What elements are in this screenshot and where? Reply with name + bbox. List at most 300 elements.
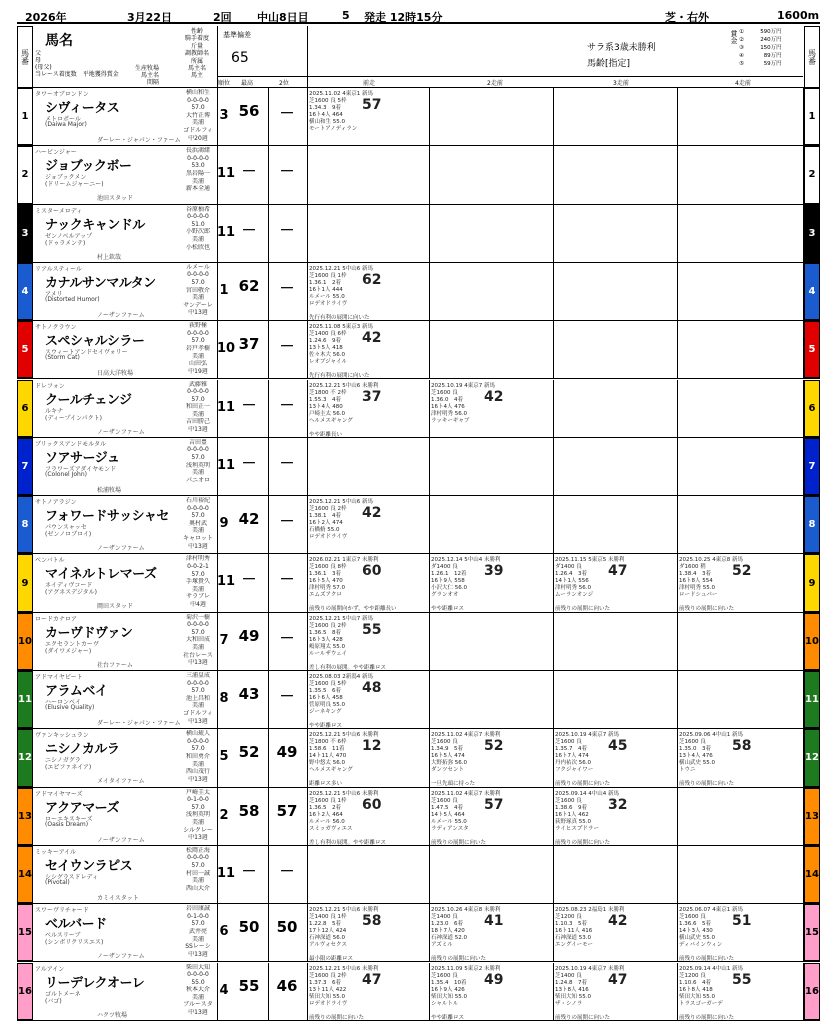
rank: 2 bbox=[219, 807, 229, 823]
past-race-comment: 前残りの展開に向いた bbox=[431, 956, 487, 963]
past-race-head: 2025.12.21 5中山6 未勝利 bbox=[309, 965, 379, 972]
past-race-head: 2025.10.19 4東京7 新馬 bbox=[431, 382, 495, 389]
horse-row bbox=[17, 729, 820, 787]
past-race-index: 60 bbox=[362, 796, 382, 813]
post-number-left: 6 bbox=[17, 380, 33, 437]
past-race-3: 2025.10.19 4東京7 未勝利 47 芝1400 良 1.24.8 7着 13ト8人 416 柴田大知 55.0 ザ・シノラ 前残りの展開に向いた bbox=[555, 965, 628, 1021]
past-race-4 bbox=[677, 380, 803, 437]
best-index: 49 bbox=[238, 626, 260, 645]
dam-sire: (Daiwa Major) bbox=[45, 121, 87, 128]
second-index: － bbox=[279, 861, 295, 880]
second-index: － bbox=[279, 104, 295, 122]
past-race-1: 2025.12.21 5中山6 未勝利 12 芝1800 不 6枠 1.58.6 11着 14ト11人 470 野中悠太 56.0 ヘルメスギャング 距離ロス多い bbox=[309, 732, 382, 788]
breeder-farm: 松浦牧場 bbox=[97, 486, 122, 494]
past-race-index: 48 bbox=[362, 680, 382, 696]
jockey-trainer-info: 谷原柚希 0-0-0-0 51.0 小野次郎 美浦 小松欣也 bbox=[185, 205, 210, 251]
horse-row bbox=[17, 554, 820, 612]
past-race-head: 2026.02.21 1東京7 未勝利 bbox=[309, 557, 379, 564]
dam-sire: (ドゥラメンテ) bbox=[45, 239, 86, 247]
second-index: － bbox=[279, 453, 295, 472]
past-race-index: 52 bbox=[484, 738, 504, 755]
horse-name: ニシノカルラ bbox=[45, 742, 120, 758]
past-race-index: 55 bbox=[362, 621, 382, 638]
breeder-farm: ノーザンファーム bbox=[97, 311, 145, 319]
jockey-trainer-info: 三浦皇成 0-0-0-0 57.0 池上昌和 美浦 ゴドルフィ 中13週 bbox=[183, 672, 213, 725]
best-index: 55 bbox=[238, 976, 260, 995]
post-time: 発走 12時15分 bbox=[364, 11, 443, 24]
breeder-farm: メイタイファーム bbox=[97, 778, 145, 786]
dam: アメリ bbox=[45, 290, 63, 298]
past-race-head: 2025.08.03 2新潟4 新馬 bbox=[309, 674, 373, 680]
breeder-farm: 池田スタッド bbox=[97, 195, 134, 203]
post-number-right: 8 bbox=[804, 496, 820, 553]
past-race-head: 2025.12.21 5中山6 未勝利 bbox=[309, 907, 379, 914]
past-race-head: 2025.06.07 4東京1 新馬 bbox=[679, 907, 743, 914]
dam: ゼンノベルアップ bbox=[45, 232, 93, 240]
rank: 11 bbox=[217, 457, 236, 473]
past-race-index: 57 bbox=[362, 97, 382, 113]
rank: 5 bbox=[219, 749, 229, 765]
jockey-trainer-info: 戸崎圭太 0-1-0-0 57.0 浅利英明 美浦 シルクレー 中13週 bbox=[183, 788, 213, 842]
past-race-comment: 前残りの展開に向いた bbox=[679, 1014, 735, 1021]
best-index: － bbox=[241, 453, 257, 472]
past-race-4 bbox=[677, 321, 803, 378]
past-race-index: 32 bbox=[608, 796, 628, 813]
dam: ハーロンベイ bbox=[45, 699, 82, 706]
post-number-right: 6 bbox=[804, 380, 820, 437]
post-number-right: 4 bbox=[804, 263, 820, 320]
horse-row bbox=[17, 496, 820, 554]
breeder-farm: ダーレー・ジャパン・ファーム bbox=[97, 137, 181, 144]
horse-name: シヴィータス bbox=[45, 101, 120, 116]
past-race-comment: 前残りの展開に向いた bbox=[555, 781, 611, 788]
sire: ミスターメロディ bbox=[35, 207, 83, 215]
race-header bbox=[17, 8, 820, 24]
past-race-head: 2025.10.19 4東京7 未勝利 bbox=[555, 965, 625, 972]
post-number-right: 11 bbox=[804, 671, 820, 728]
past-race-index: 62 bbox=[362, 271, 382, 288]
dam: ジョブックメン bbox=[45, 174, 87, 182]
post-number-left: 4 bbox=[17, 263, 33, 320]
second-index: － bbox=[279, 220, 295, 239]
horse-name: カーヴドヴァン bbox=[45, 625, 133, 641]
jockey-trainer-info: 菊沢一樹 0-0-0-0 57.0 大和田成 美浦 社台レース 中13週 bbox=[183, 613, 213, 667]
past-race-2: 2025.10.19 4東京7 新馬 42 芝1600 良 1.36.0 4着 16ト4人 476 津村明秀 56.0 ラッキーギャブ bbox=[431, 382, 504, 424]
jockey-trainer-info: 吉田豊 0-0-0-0 57.0 浅利英明 美浦 パニオロ bbox=[185, 438, 210, 484]
round: 2回 bbox=[213, 11, 232, 24]
dam: ローエキスキーズ bbox=[45, 815, 93, 823]
past-race-1: 2026.02.21 1東京7 未勝利 60 芝1600 良 8枠 1.36.1 3着 16ト5人 470 津村明秀 57.0 エムズアクロ 前残りの展開向かず。やや距離長い bbox=[309, 557, 397, 613]
past-race-comment: 前残りの展開に向いた bbox=[679, 781, 735, 788]
sire: サトノアラジン bbox=[35, 499, 77, 507]
past-race-1: 2025.12.21 5中山6 未勝利 47 芝1600 良 2枠 1.37.3 6着 13ト11人 422 柴田大知 55.0 ロデオドライヴ 前残りの展開に向いた bbox=[309, 965, 382, 1021]
past-race-1 bbox=[307, 438, 429, 495]
past-race-3 bbox=[553, 846, 677, 903]
past-race-2 bbox=[429, 671, 553, 728]
past-race-index: 42 bbox=[484, 388, 504, 405]
past-race-comment: やや距離ロス bbox=[431, 606, 465, 613]
past-race-index: 51 bbox=[732, 913, 752, 930]
past-race-comment: やや距離ロス bbox=[309, 723, 343, 729]
past-race-comment: 前残りの展開に向いた bbox=[555, 606, 611, 613]
dam: ニシノガグラ bbox=[45, 757, 81, 765]
past-race-index: 39 bbox=[484, 563, 504, 580]
breeder-farm: ノーザンファーム bbox=[97, 545, 145, 553]
sire: スワーヴリチャード bbox=[35, 907, 89, 915]
horse-name: ソアサージュ bbox=[45, 450, 120, 466]
past-race-head: 2025.12.14 5中山4 未勝利 bbox=[431, 557, 501, 564]
past-race-3 bbox=[553, 263, 677, 320]
jockey-trainer-info: 津村明秀 0-0-2-1 57.0 手塚貴久 美浦 サラブレ 中4週 bbox=[185, 555, 210, 608]
best-index: 42 bbox=[238, 510, 260, 529]
jockey-trainer-info: 柴田大知 0-0-0-0 55.0 秋本大介 美浦 ブルースタ 中13週 bbox=[183, 963, 213, 1017]
post-number-left: 13 bbox=[17, 788, 33, 845]
rank: 11 bbox=[217, 865, 236, 881]
breeder-farm: ハクツ牧場 bbox=[97, 1011, 128, 1019]
past-label-1: 前走 bbox=[363, 80, 376, 87]
past-race-head: 2025.11.02 4東京7 未勝利 bbox=[431, 790, 501, 797]
past-race-2: 2025.11.02 4東京7 未勝利 52 芝1600 良 1.34.9 5着 16ト5人 474 大野拓弥 56.0 ダンツセント 一旦先頭に持った bbox=[431, 732, 504, 788]
post-number-right: 12 bbox=[804, 729, 820, 786]
column-header bbox=[17, 26, 820, 88]
past-race-index: 41 bbox=[484, 913, 504, 930]
second-index: － bbox=[279, 570, 295, 589]
past-race-comment: 前残りの展開に向いた bbox=[679, 956, 735, 963]
past-race-4 bbox=[677, 496, 803, 553]
post-number-right: 14 bbox=[804, 846, 820, 903]
past-race-index: 47 bbox=[362, 971, 382, 988]
dam-sire: (Storm Cat) bbox=[45, 354, 80, 362]
past-race-head: 2025.09.14 4中山1 新馬 bbox=[679, 965, 743, 972]
sire: ベンバトル bbox=[35, 557, 65, 565]
past-race-comment: 前残りの展開に向いた bbox=[555, 839, 611, 846]
past-race-comment: 差し有利の展開。やや距離ロス bbox=[309, 839, 387, 846]
rank: 9 bbox=[219, 516, 229, 532]
best-index: － bbox=[241, 570, 257, 589]
dam-sire: (ディープインパクト) bbox=[45, 414, 102, 422]
surface: 芝・右外 bbox=[665, 11, 709, 24]
second-label: 2位 bbox=[279, 80, 289, 87]
dam-sire: (バゴ) bbox=[45, 997, 62, 1005]
post-number-left: 12 bbox=[17, 729, 33, 786]
horse-row bbox=[17, 963, 820, 1021]
umaban-header-right: 馬番 bbox=[804, 26, 820, 88]
race-number: 5 bbox=[342, 9, 350, 22]
post-number-right: 1 bbox=[804, 88, 820, 145]
past-race-2 bbox=[429, 146, 553, 203]
past-race-3: 2025.08.23 2福島1 未勝利 42 芝1200 良 1.10.3 5着 16ト11人 416 石神深道 53.0 エングイーモー bbox=[555, 907, 628, 949]
breeder-farm: ノーザンファーム bbox=[97, 953, 145, 961]
horse-name: スペシャルシラー bbox=[45, 334, 145, 350]
jockey-trainer-info: 横山琉人 0-0-0-0 57.0 和田勇介 美浦 西山茂行 中13週 bbox=[185, 730, 210, 783]
rank: 11 bbox=[217, 574, 236, 590]
past-race-4 bbox=[677, 205, 803, 262]
rank: 7 bbox=[219, 632, 229, 648]
jockey-trainer-info: 荻野極 0-0-0-0 57.0 岩戸孝樹 美浦 山田弘 中19週 bbox=[185, 322, 210, 375]
post-number-left: 8 bbox=[17, 496, 33, 553]
post-number-left: 16 bbox=[17, 963, 33, 1020]
past-race-index: 42 bbox=[362, 330, 382, 347]
rank: 10 bbox=[217, 341, 236, 357]
past-race-index: 49 bbox=[484, 971, 504, 988]
order-label: 順位 bbox=[218, 80, 231, 87]
breeder-farm: ダーレー・ジャパン・ファーム bbox=[97, 720, 181, 727]
horse-row bbox=[17, 263, 820, 321]
horse-name: ベルバード bbox=[45, 917, 107, 933]
second-index: 57 bbox=[276, 801, 298, 820]
second-index: 49 bbox=[276, 743, 298, 762]
past-race-comment: 前残りの展開に向いた bbox=[555, 1014, 611, 1021]
past-race-4 bbox=[677, 263, 803, 320]
past-race-3 bbox=[553, 438, 677, 495]
past-race-3 bbox=[553, 613, 677, 670]
best-index: 62 bbox=[238, 276, 260, 295]
rank: 11 bbox=[217, 399, 236, 415]
past-race-3: 2025.11.15 5東京5 未勝利 47 ダ1400 良 1.26.4 3着 14ト1人 556 津村明秀 56.0 ムーランオンジ 前残りの展開に向いた bbox=[555, 557, 628, 613]
past-race-1: 2025.08.03 2新潟4 新馬 48 芝1600 良 5枠 1.35.5 6着 16ト6人 458 菅原明良 55.0 ジーネキング やや距離ロス bbox=[309, 674, 382, 729]
best-index: － bbox=[241, 162, 257, 181]
dam: ネイディヴコード bbox=[45, 582, 93, 590]
past-race-comment: 最小限の距離ロス bbox=[309, 956, 354, 963]
breeder-farm: 日高大洋牧場 bbox=[97, 370, 134, 378]
past-race-head: 2025.12.21 5中山6 未勝利 bbox=[309, 790, 379, 797]
sire: ロードカナロア bbox=[35, 615, 77, 623]
post-number-right: 2 bbox=[804, 146, 820, 203]
dam: ゴルトメーネ bbox=[45, 990, 81, 998]
mid-labels-2: 生産牧場 馬主名 間隔 bbox=[135, 65, 160, 86]
second-index: － bbox=[279, 337, 295, 356]
post-number-left: 15 bbox=[17, 904, 33, 961]
race-sheet bbox=[17, 8, 820, 1020]
best-index: － bbox=[241, 861, 257, 880]
name-label: 馬名 bbox=[45, 33, 73, 49]
horse-row bbox=[17, 671, 820, 729]
past-race-index: 37 bbox=[362, 388, 382, 405]
past-race-1: 2025.11.08 5東京3 新馬 42 芝1400 良 6枠 1.24.6 9着 13ト5人 418 佐々木大 56.0 レオブジャイル 先行有利の展開に向いた bbox=[309, 324, 382, 380]
past-race-index: 58 bbox=[732, 738, 752, 755]
past-race-1: 2025.11.02 4東京1 新馬 57 芝1600 良 5枠 1.34.3 9着 16ト4人 464 横山和生 55.0 モートアノディラン bbox=[309, 91, 382, 132]
race-condition: 馬齢[指定] bbox=[587, 59, 631, 69]
dam-sire: (ダイワメジャー) bbox=[45, 647, 92, 655]
jockey-trainer-info: ルメール 0-0-0-0 57.0 宮田敬介 美浦 サンデーレ 中13週 bbox=[183, 263, 213, 317]
horse-row bbox=[17, 380, 820, 438]
past-race-index: 55 bbox=[732, 971, 752, 988]
horse-name: アラムベイ bbox=[45, 684, 108, 699]
past-race-4: 2025.10.25 4東京8 新馬 52 ダ1600 稍 1.38.4 3着 16ト8人 554 津村明秀 55.0 ロードシュパー 前残りの展開に向いた bbox=[679, 557, 752, 613]
post-number-right: 13 bbox=[804, 788, 820, 845]
post-number-left: 7 bbox=[17, 438, 33, 495]
post-number-right: 10 bbox=[804, 613, 820, 670]
past-race-4: 2025.09.14 4中山1 新馬 55 芝1200 良 1.10.6 4着 16ト8人 418 柴田大知 55.0 トラスゴーガーデ 前残りの展開に向いた bbox=[679, 965, 752, 1021]
past-race-1: 2025.12.21 5中山6 新馬 42 芝1600 良 2枠 1.38.1 4着 16ト2人 474 石橋脩 55.0 ロデオドライヴ bbox=[309, 499, 382, 541]
past-race-head: 2025.12.21 5中山6 新馬 bbox=[309, 499, 373, 506]
dam: ベルスリーブ bbox=[45, 932, 81, 940]
past-race-2: 2025.11.02 4東京7 未勝利 57 芝1600 良 1.47.5 4着 14ト5人 464 ルメール 55.0 ラディアンスタ 前残りの展開に向いた bbox=[431, 790, 504, 846]
dam: メトロポール bbox=[45, 116, 81, 123]
past-race-2 bbox=[429, 263, 553, 320]
horse-name: セイウンラピス bbox=[45, 858, 133, 874]
past-race-head: 2025.12.21 5中山7 新馬 bbox=[309, 615, 373, 622]
past-race-2 bbox=[429, 321, 553, 378]
past-race-2 bbox=[429, 88, 553, 145]
past-race-index: 42 bbox=[362, 505, 382, 522]
umaban-header-left: 馬番 bbox=[17, 26, 33, 88]
horse-row bbox=[17, 438, 820, 496]
past-race-comment: 前残りの展開に向いた bbox=[309, 1014, 365, 1021]
sire: ヴァンキッシュラン bbox=[35, 732, 89, 740]
post-number-right: 15 bbox=[804, 904, 820, 961]
sire: リアルスティール bbox=[35, 265, 82, 273]
dam-sire: (Elusive Quality) bbox=[45, 704, 95, 711]
past-race-3 bbox=[553, 321, 677, 378]
past-race-comment: 前残りの展開に向いた bbox=[431, 839, 487, 846]
jockey-trainer-info: 岩田康誠 0-1-0-0 57.0 武井亮 美浦 SSレーシ 中13週 bbox=[185, 905, 211, 958]
rank: 6 bbox=[219, 924, 229, 940]
past-race-2: 2025.11.09 5東京2 未勝利 49 芝1600 良 1.35.4 10着 16ト9人 426 柴田大知 55.0 シャルトル やや距離ロス bbox=[431, 965, 504, 1021]
jockey-trainer-info: 横山和生 0-0-0-0 57.0 大竹正博 美浦 ゴドルフィ 中20週 bbox=[183, 89, 213, 142]
past-race-4: 2025.09.06 4中山1 新馬 58 芝1600 良 1.35.0 3着 13ト4人 476 横山武史 55.0 トウニ 前残りの展開に向いた bbox=[679, 732, 752, 788]
sire: タワーオブロンドン bbox=[35, 91, 89, 98]
past-race-index: 47 bbox=[608, 563, 628, 580]
past-race-index: 42 bbox=[608, 913, 628, 930]
past-race-head: 2025.12.21 5中山6 未勝利 bbox=[309, 382, 379, 389]
past-race-comment: 一旦先頭に持った bbox=[431, 781, 476, 788]
post-number-right: 3 bbox=[804, 205, 820, 262]
jockey-trainer-info: 武藤雅 0-0-0-0 57.0 和田正一 美浦 吉田勝己 中13週 bbox=[185, 380, 210, 434]
past-race-4: 2025.06.07 4東京1 新馬 51 芝1600 良 1.36.6 5着 14ト3人 430 横山武史 55.0 ディバインウィン 前残りの展開に向いた bbox=[679, 907, 752, 963]
past-race-1 bbox=[307, 146, 429, 203]
best-index: 52 bbox=[238, 743, 260, 762]
past-race-index: 45 bbox=[608, 738, 628, 755]
past-race-1: 2025.12.21 5中山7 新馬 55 芝1600 良 2枠 1.36.5 8着 16ト3人 428 嶋原翔太 55.0 ルールザウェイ 差し有利の展開。やや距離ロス bbox=[309, 615, 387, 671]
sire: アルアイン bbox=[35, 965, 65, 973]
date: 3月22日 bbox=[127, 11, 172, 24]
best-index: 56 bbox=[238, 102, 260, 120]
horse-row bbox=[17, 88, 820, 146]
best-index: － bbox=[241, 220, 257, 239]
year: 2026年 bbox=[25, 11, 67, 24]
post-number-left: 10 bbox=[17, 613, 33, 670]
best-index: － bbox=[241, 395, 257, 414]
dam: シシグラスドレディ bbox=[45, 873, 99, 881]
past-race-head: 2025.09.06 4中山1 新馬 bbox=[679, 732, 743, 739]
past-race-2 bbox=[429, 438, 553, 495]
past-race-2 bbox=[429, 496, 553, 553]
past-race-1 bbox=[307, 205, 429, 262]
past-race-4 bbox=[677, 671, 803, 728]
prize-list: ① 590万円 ② 240万円 ③ 150万円 ④ 89万円 ⑤ 59万円 bbox=[739, 29, 782, 67]
post-number-left: 5 bbox=[17, 321, 33, 378]
rank: 11 bbox=[217, 224, 236, 240]
horse-row bbox=[17, 613, 820, 671]
post-number-left: 2 bbox=[17, 146, 33, 203]
best-index: 58 bbox=[238, 801, 260, 820]
horse-name: アクアマーズ bbox=[45, 800, 119, 816]
second-index: － bbox=[279, 162, 295, 181]
post-number-left: 11 bbox=[17, 671, 33, 728]
best-index: 43 bbox=[238, 685, 260, 703]
sire: ドレフォン bbox=[35, 382, 65, 390]
breeder-farm: 村上欽哉 bbox=[97, 253, 122, 261]
sire: ミッキーアイル bbox=[35, 848, 77, 856]
dam-sire: (Distorted Humor) bbox=[45, 295, 100, 303]
past-race-3: 2025.09.14 4中山4 新馬 32 芝1600 良 1.38.6 9着 16ト1人 462 荻野琢真 55.0 ライヒスプドラー 前残りの展開に向いた bbox=[555, 790, 628, 846]
past-race-4 bbox=[677, 846, 803, 903]
past-race-1: 2025.12.21 5中山6 未勝利 37 芝1800 不 2枠 1.55.3 4着 13ト4人 480 戸崎圭太 56.0 ヘルメスギャング やや距離長い bbox=[309, 382, 382, 438]
past-race-comment: 前残りの展開向かず。やや距離長い bbox=[309, 606, 397, 613]
second-index: 50 bbox=[276, 918, 298, 937]
horse-row bbox=[17, 904, 820, 962]
past-label-2: 2走前 bbox=[487, 80, 503, 87]
past-race-4 bbox=[677, 788, 803, 845]
past-race-head: 2025.11.02 4東京7 未勝利 bbox=[431, 732, 501, 739]
past-race-index: 47 bbox=[608, 971, 628, 988]
past-race-4 bbox=[677, 613, 803, 670]
sire: ハービンジャー bbox=[35, 149, 77, 157]
past-race-head: 2025.11.15 5東京5 未勝利 bbox=[555, 557, 625, 564]
breeder-farm: ノーザンファーム bbox=[97, 836, 145, 844]
past-race-comment: 先行有利の展開に向いた bbox=[309, 373, 370, 380]
past-race-head: 2025.11.09 5東京2 未勝利 bbox=[431, 965, 501, 972]
past-race-head: 2025.10.19 4東京7 新馬 bbox=[555, 732, 619, 739]
past-label-4: 4走前 bbox=[735, 80, 751, 87]
past-race-1: 2025.12.21 5中山6 未勝利 60 芝1600 良 1枠 1.36.5 2着 16ト2人 464 ルメール 56.0 スミッガヴィエス 差し有利の展開。やや距離ロス bbox=[309, 790, 387, 846]
best-index: 37 bbox=[238, 335, 260, 354]
post-number-right: 16 bbox=[804, 963, 820, 1020]
breeder-farm: カミイスタット bbox=[97, 894, 139, 902]
horse-name: ナックキャンドル bbox=[45, 217, 145, 233]
horse-row bbox=[17, 146, 820, 204]
past-race-3 bbox=[553, 671, 677, 728]
dam-sire: (エピファネイア) bbox=[45, 764, 92, 772]
post-number-right: 7 bbox=[804, 438, 820, 495]
past-race-comment: やや距離ロス bbox=[431, 1014, 465, 1021]
past-race-2: 2025.12.14 5中山4 未勝利 39 ダ1400 良 1.26.1 12着 16ト9人 558 小沢大仁 56.0 グランオオ やや距離ロス bbox=[431, 557, 504, 613]
horse-name: クールチェンジ bbox=[45, 392, 132, 408]
dam-sire: (Oasis Dream) bbox=[45, 820, 89, 828]
second-index: 46 bbox=[276, 976, 298, 995]
horse-name: カナルサンマルタン bbox=[45, 275, 156, 291]
past-race-1: 2025.12.21 5中山6 未勝利 58 芝1400 良 1枠 1.22.8 5着 17ト12人 424 石神深道 56.0 アルヴォセクス 最小限の距離ロス bbox=[309, 907, 382, 963]
past-race-index: 58 bbox=[362, 913, 382, 930]
past-race-4 bbox=[677, 146, 803, 203]
sire: アドマイヤビート bbox=[35, 674, 83, 681]
dam-sire: (ゼンノロブロイ) bbox=[45, 531, 92, 539]
second-index: － bbox=[279, 395, 295, 414]
past-race-comment: 距離ロス多い bbox=[309, 781, 343, 788]
past-race-3 bbox=[553, 380, 677, 437]
second-index: － bbox=[279, 512, 295, 531]
past-race-2: 2025.10.26 4東京8 未勝利 41 芝1400 良 1.23.0 6着 18ト7人 420 石神深道 52.0 アズミル 前残りの展開に向いた bbox=[431, 907, 504, 963]
rank: 3 bbox=[219, 108, 229, 123]
distance: 1600m bbox=[777, 9, 820, 22]
past-race-3 bbox=[553, 88, 677, 145]
past-race-2 bbox=[429, 205, 553, 262]
past-race-head: 2025.12.21 5中山6 新馬 bbox=[309, 265, 373, 272]
breeder-farm: 岡田スタッド bbox=[97, 603, 134, 611]
past-race-head: 2025.11.08 5東京3 新馬 bbox=[309, 324, 373, 331]
horse-row bbox=[17, 205, 820, 263]
horse-row bbox=[17, 321, 820, 379]
past-race-1: 2025.12.21 5中山6 新馬 62 芝1600 良 1枠 1.36.1 2着 16ト1人 444 ルメール 55.0 ロデオドライヴ 先行有利の展開に向いた bbox=[309, 265, 382, 321]
past-race-head: 2025.09.14 4中山4 新馬 bbox=[555, 790, 619, 797]
past-race-comment: やや距離長い bbox=[309, 431, 343, 438]
jockey-trainer-info: 松岡正海 0-0-0-0 57.0 村田一誠 美浦 西山大介 bbox=[185, 846, 210, 892]
past-label-3: 3走前 bbox=[613, 80, 629, 87]
past-race-comment: 差し有利の展開。やや距離ロス bbox=[309, 664, 387, 671]
left-labels: 父 母 (母父) 当レース着度数 平地獲得賞金 bbox=[35, 50, 119, 78]
breeder-farm: ノーザンファーム bbox=[97, 428, 145, 436]
